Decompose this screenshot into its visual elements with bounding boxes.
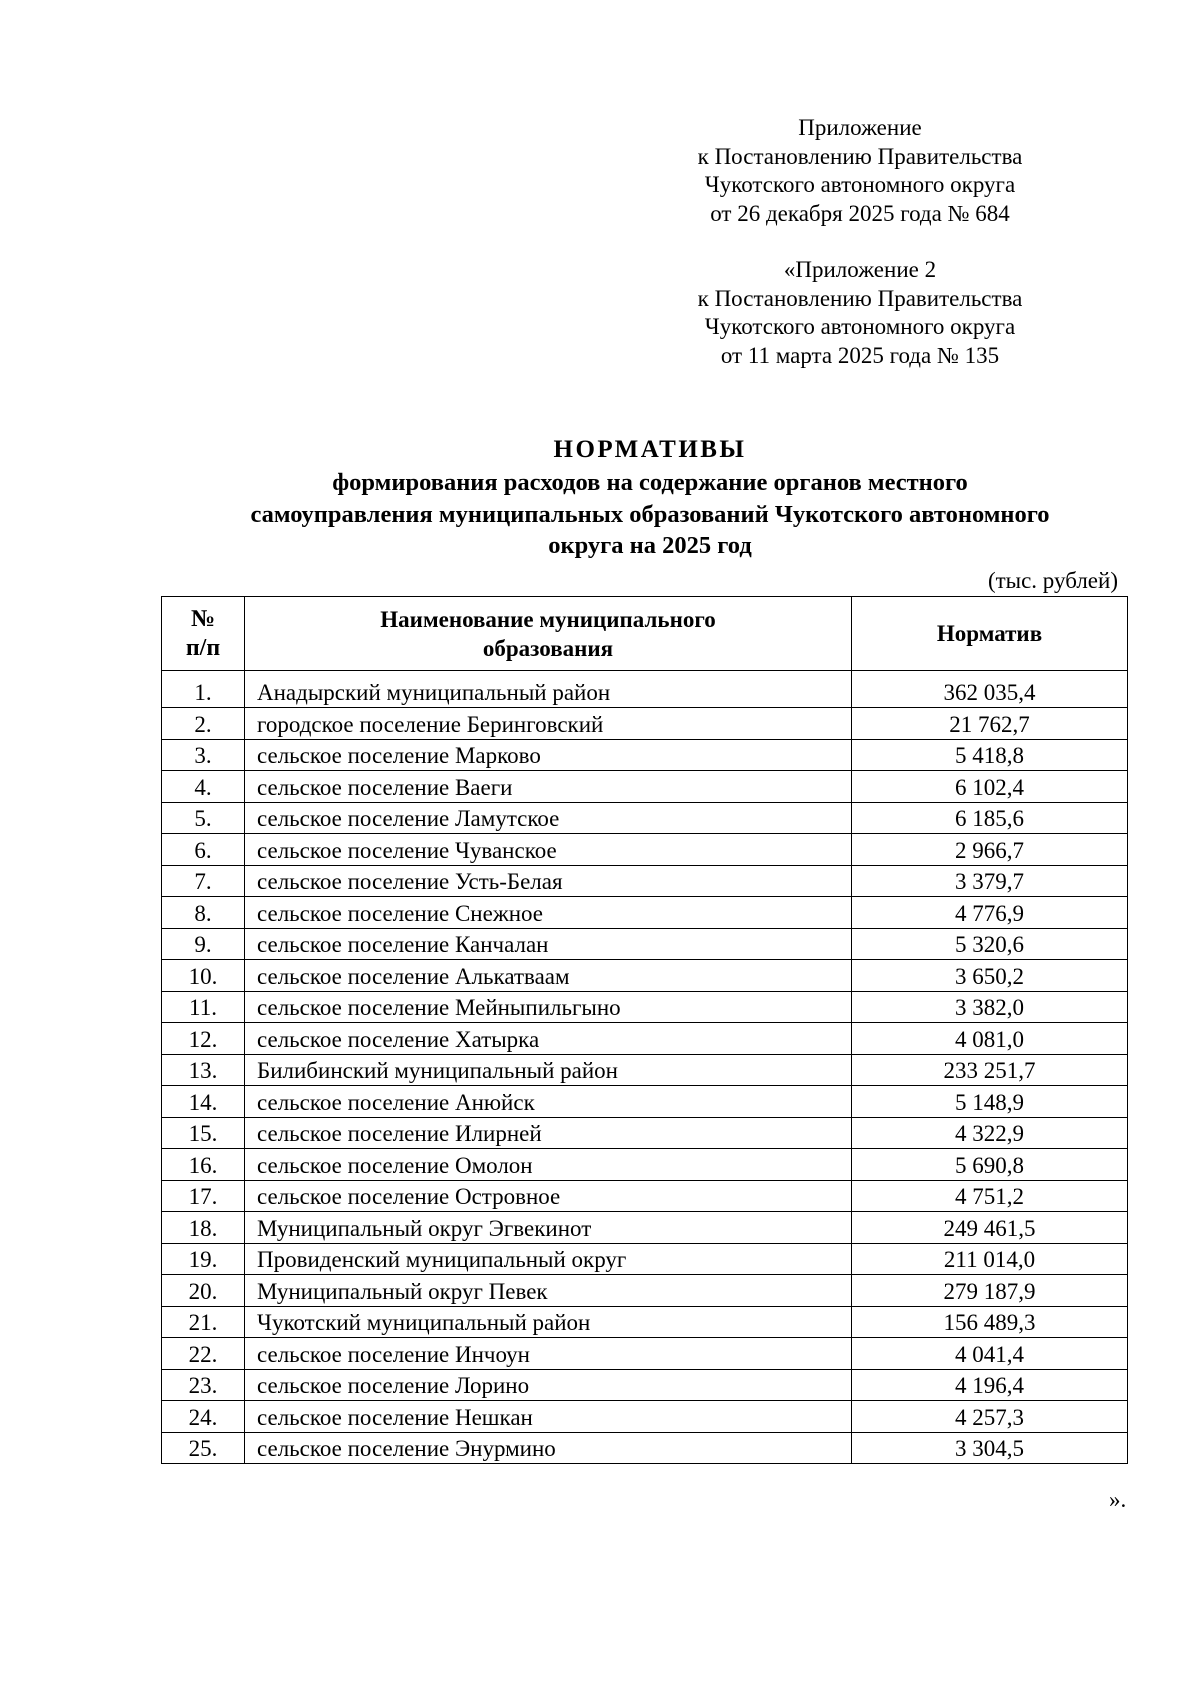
norm-value: 4 776,9 [852,897,1128,929]
appendix-line: от 26 декабря 2025 года № 684 [710,200,1010,226]
table-row [162,1086,1128,1118]
table-row [162,1180,1128,1212]
table-row [162,865,1128,897]
municipality-name: сельское поселение Мейныпильгыно [245,991,852,1023]
row-number: 3. [162,739,245,771]
table-row [162,1338,1128,1370]
norm-value: 4 322,9 [852,1117,1128,1149]
norm-value: 4 257,3 [852,1401,1128,1433]
municipality-name: сельское поселение Энурмино [245,1432,852,1464]
row-number: 7. [162,865,245,897]
table-row [162,834,1128,866]
municipality-name: сельское поселение Илирней [245,1117,852,1149]
norm-value: 249 461,5 [852,1212,1128,1244]
appendix-line: Чукотского автономного округа [704,172,1016,197]
table-row [162,1369,1128,1401]
header-name-line1: Наименование муниципального [380,606,716,632]
norm-value: 4 041,4 [852,1338,1128,1370]
norm-value: 4 196,4 [852,1369,1128,1401]
row-number: 20. [162,1275,245,1307]
municipality-name: Анадырский муниципальный район [245,671,852,708]
table-row [162,1432,1128,1464]
municipality-name: сельское поселение Ламутское [245,802,852,834]
norm-value: 3 382,0 [852,991,1128,1023]
appendix-reference-amended [630,256,1090,370]
row-number: 12. [162,1023,245,1055]
municipality-name: сельское поселение Канчалан [245,928,852,960]
municipality-name: Муниципальный округ Эгвекинот [245,1212,852,1244]
municipality-name: сельское поселение Марково [245,739,852,771]
document-title [150,433,1150,562]
norm-value: 6 102,4 [852,771,1128,803]
municipality-name: Муниципальный округ Певек [245,1275,852,1307]
row-number: 2. [162,708,245,740]
table-row [162,671,1128,708]
municipality-name: сельское поселение Ваеги [245,771,852,803]
title-subtitle-line: самоуправления муниципальных образований Чукотского автономного [250,500,1050,528]
row-number: 16. [162,1149,245,1181]
header-name-line2: образования [482,635,614,661]
appendix-line: Приложение [798,115,922,140]
municipality-name: сельское поселение Снежное [245,897,852,929]
municipality-name: Провиденский муниципальный округ [245,1243,852,1275]
appendix-line: от 11 марта 2025 года № 135 [720,342,1000,368]
row-number: 1. [162,671,245,708]
norm-value: 5 148,9 [852,1086,1128,1118]
table-row [162,1275,1128,1307]
municipality-name: сельское поселение Нешкан [245,1401,852,1433]
row-number: 13. [162,1054,245,1086]
row-number: 11. [162,991,245,1023]
table-row [162,771,1128,803]
row-number: 15. [162,1117,245,1149]
row-number: 6. [162,834,245,866]
municipality-name: сельское поселение Анюйск [245,1086,852,1118]
table-row [162,991,1128,1023]
table-row [162,1243,1128,1275]
row-number: 23. [162,1369,245,1401]
norm-value: 21 762,7 [852,708,1128,740]
row-number: 4. [162,771,245,803]
municipality-name: сельское поселение Хатырка [245,1023,852,1055]
header-number-line1: № [190,605,216,632]
appendix-line: Чукотского автономного округа [704,314,1016,339]
norms-table [161,596,1128,1464]
norm-value: 3 650,2 [852,960,1128,992]
table-row [162,1149,1128,1181]
row-number: 21. [162,1306,245,1338]
row-number: 25. [162,1432,245,1464]
norm-value: 4 081,0 [852,1023,1128,1055]
table-row [162,1054,1128,1086]
row-number: 17. [162,1180,245,1212]
row-number: 18. [162,1212,245,1244]
appendix-line: к Постановлению Правительства [697,285,1023,311]
municipality-name: сельское поселение Алькатваам [245,960,852,992]
table-row [162,928,1128,960]
municipality-name: сельское поселение Островное [245,1180,852,1212]
norm-value: 5 320,6 [852,928,1128,960]
municipality-name: сельское поселение Усть-Белая [245,865,852,897]
norm-value: 211 014,0 [852,1243,1128,1275]
table-row [162,1401,1128,1433]
appendix-line: к Постановлению Правительства [697,143,1023,169]
norm-value: 5 690,8 [852,1149,1128,1181]
norm-value: 2 966,7 [852,834,1128,866]
table-row [162,802,1128,834]
norm-value: 4 751,2 [852,1180,1128,1212]
header-number-line2: п/п [185,634,221,661]
norm-value: 3 304,5 [852,1432,1128,1464]
municipality-name: Билибинский муниципальный район [245,1054,852,1086]
municipality-name: городское поселение Беринговский [245,708,852,740]
table-row [162,1023,1128,1055]
table-row [162,897,1128,929]
municipality-name: Чукотский муниципальный район [245,1306,852,1338]
municipality-name: сельское поселение Чуванское [245,834,852,866]
table-row [162,1117,1128,1149]
row-number: 22. [162,1338,245,1370]
title-subtitle-line: округа на 2025 год [548,532,752,559]
header-number [162,597,245,671]
norm-value: 5 418,8 [852,739,1128,771]
table-row [162,1212,1128,1244]
row-number: 19. [162,1243,245,1275]
closing-quote-mark: ». [1109,1487,1127,1512]
table-header-row [162,597,1128,671]
units-label: (тыс. рублей) [987,568,1118,593]
table-row [162,739,1128,771]
norm-value: 3 379,7 [852,865,1128,897]
title-subtitle-line: формирования расходов на содержание органов местного [332,469,968,496]
norm-value: 233 251,7 [852,1054,1128,1086]
row-number: 24. [162,1401,245,1433]
table-row [162,1306,1128,1338]
municipality-name: сельское поселение Лорино [245,1369,852,1401]
row-number: 8. [162,897,245,929]
row-number: 9. [162,928,245,960]
row-number: 14. [162,1086,245,1118]
header-name [245,597,852,671]
title-main: НОРМАТИВЫ [553,436,747,463]
norm-value: 6 185,6 [852,802,1128,834]
norm-value: 362 035,4 [852,671,1128,708]
norm-value: 279 187,9 [852,1275,1128,1307]
row-number: 10. [162,960,245,992]
table-row [162,708,1128,740]
header-value: Норматив [852,597,1128,671]
table-row [162,960,1128,992]
municipality-name: сельское поселение Инчоун [245,1338,852,1370]
appendix-line: «Приложение 2 [783,257,937,282]
table-body [162,671,1128,1464]
norm-value: 156 489,3 [852,1306,1128,1338]
municipality-name: сельское поселение Омолон [245,1149,852,1181]
appendix-reference-current [630,114,1090,228]
row-number: 5. [162,802,245,834]
